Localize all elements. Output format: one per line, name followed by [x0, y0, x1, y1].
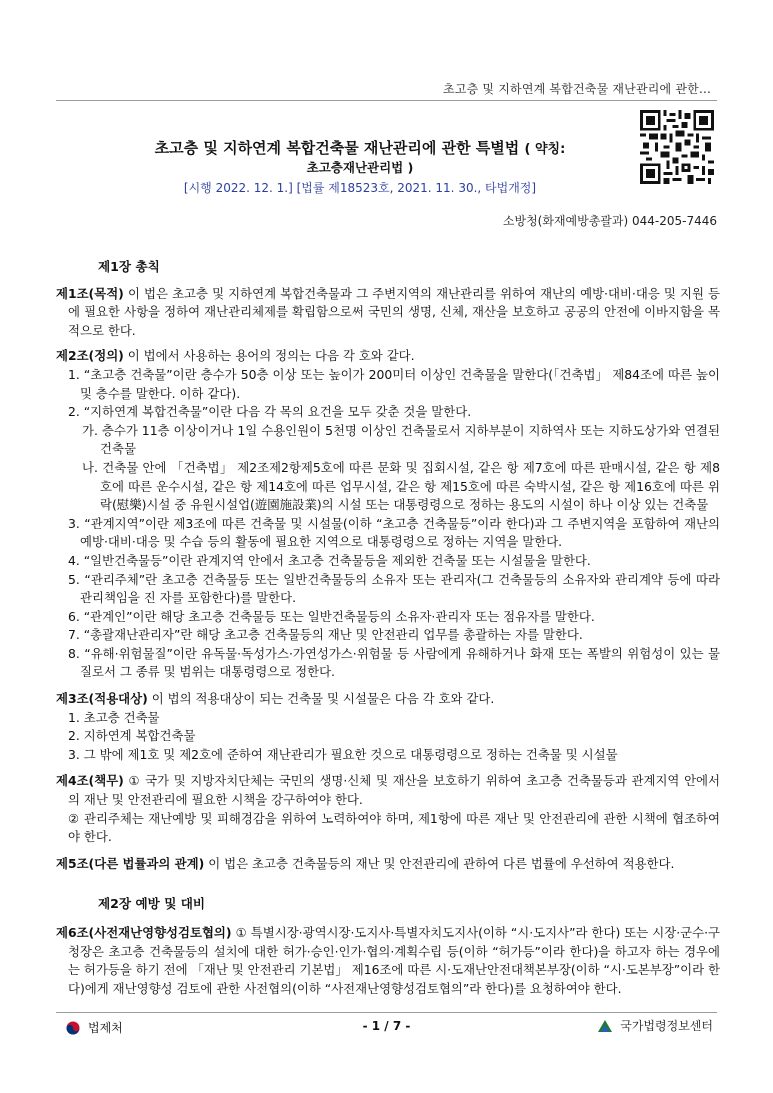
article-4-body: ① 국가 및 지방자치단체는 국민의 생명·신체 및 재산을 보호하기 위하여 초고층 건축물등과 관계지역 안에서의 재난 및 안전관리에 필요한 시책을 강구하여야 한다.: [68, 773, 720, 808]
article-4: [56, 772, 720, 846]
article-6-head: 제6조(사전재난영향성검토협의): [56, 925, 232, 940]
law-center-logo-icon: [596, 1018, 614, 1034]
abbreviation-label: ( 약칭:: [524, 142, 566, 157]
article-1-body: 이 법은 초고층 및 지하연계 복합건축물과 그 주변지역의 재난관리를 위하여 재난의 예방·대비·대응 및 지원 등에 필요한 사항을 정하여 재난관리체제를 확립함으로써 국민의 생명, 신체, 재산을 보호하고 공공의 안전에 이바지함을 목적으로 한다.: [68, 285, 720, 338]
law-title-text: 초고층 및 지하연계 복합건축물 재난관리에 관한 특별법: [154, 139, 520, 157]
article-1: [56, 285, 720, 341]
article-5-head: 제5조(다른 법률과의 관계): [56, 855, 205, 871]
article-1-head: 제1조(목적): [56, 285, 124, 301]
article-6-body: ① 특별시장·광역시장·도지사·특별자치도지사(이하 “시·도지사”라 한다) 또는 시장·군수·구청장은 초고층 건축물등의 설치에 대한 허가·승인·인가·협의·계획수립 등(이하 “허가등”이라 한다)을 하고자 하는 경우에는 허가등을 하기 전에 「재난 및 안전관리 기본법」 제16조에 따른 시·도재난안전대책본부장(이하 “시·도본부장”이라 한다)에게 재난영향성 검토에 관한 사전협의(이하 “사전재난영향성검토협의”라 한다)를 요청하여야 한다.: [68, 925, 720, 996]
article-3: [56, 690, 720, 764]
article-2-item-8: 8. “유해·위험물질”이란 유독물·독성가스·가연성가스·위험물 등 사람에게 유해하거나 화재 또는 폭발의 위험성이 있는 물질로서 그 종류 및 범위는 대통령령으로 정한다.: [68, 645, 720, 680]
article-2-item-2-b: 나. 건축물 안에 「건축법」 제2조제2항제5호에 따른 문화 및 집회시설, 같은 항 제7호에 따른 판매시설, 같은 항 제8호에 따른 운수시설, 같은 항 제14호에 따른 업무시설, 같은 항 제15호에 따른 숙박시설, 같은 항 제16호에 따른 위락(慰樂)시설 중 유원시설업(遊園施設業)의 시설 또는 대통령령으로 정하는 용도의 시설이 하나 이상 있는 건축물: [82, 459, 720, 513]
footer-source: [596, 1017, 713, 1034]
page-number: - 1 / 7 -: [362, 1019, 411, 1033]
article-3-head: 제3조(적용대상): [56, 691, 148, 707]
footer-source-name: 국가법령정보센터: [620, 1019, 713, 1033]
article-3-item-2: 2. 지하연계 복합건축물: [68, 728, 196, 744]
article-2: [56, 347, 720, 682]
abbreviation-name: 초고층재난관리법 ): [306, 160, 414, 175]
chapter-2-title: 제2장 예방 및 대비: [98, 896, 206, 912]
running-header: 초고층 및 지하연계 복합건축물 재난관리에 관한...: [443, 82, 711, 96]
article-2-item-4: 4. “일반건축물등”이란 관계지역 안에서 초고층 건축물등을 제외한 건축물 또는 시설물을 말한다.: [68, 552, 591, 568]
article-2-item-6: 6. “관계인”이란 해당 초고층 건축물등 또는 일반건축물등의 소유자·관리자 또는 점유자를 말한다.: [68, 608, 595, 624]
article-4-head: 제4조(책무): [56, 773, 124, 789]
article-5-body: 이 법은 초고층 건축물등의 재난 및 안전관리에 관하여 다른 법률에 우선하여 적용한다.: [204, 855, 675, 871]
qr-code-icon: [640, 110, 714, 184]
article-2-body: 이 법에서 사용하는 용어의 정의는 다음 각 호와 같다.: [123, 348, 415, 364]
law-title: [60, 138, 660, 160]
footer-publisher-name: 법제처: [88, 1021, 123, 1035]
footer-rule: [56, 1012, 717, 1013]
article-2-item-2: 2. “지하연계 복합건축물”이란 다음 각 목의 요건을 모두 갖춘 것을 말한다.: [68, 404, 472, 420]
chapter-1-title: 제1장 총칙: [98, 259, 160, 274]
article-6: [56, 924, 720, 998]
article-4-paragraph-2: ② 관리주체는 재난예방 및 피해경감을 위하여 노력하여야 하며, 제1항에 따른 재난 및 안전관리에 관한 시책에 협조하여야 한다.: [68, 810, 720, 845]
article-3-item-3: 3. 그 밖에 제1호 및 제2호에 준하여 재난관리가 필요한 것으로 대통령령으로 정하는 건축물 및 시설물: [68, 746, 618, 762]
article-2-item-3: 3. “관계지역”이란 제3조에 따른 건축물 및 시설물(이하 “초고층 건축물등”이라 한다)과 그 주변지역을 포함하여 재난의 예방·대비·대응 및 수습 등의 활동에 필요한 지역으로 대통령령으로 정하는 지역을 말한다.: [68, 515, 720, 550]
ministry-contact: 소방청(화재예방총괄과) 044-205-7446: [502, 214, 717, 228]
article-2-item-1: 1. “초고층 건축물”이란 층수가 50층 이상 또는 높이가 200미터 이상인 건축물을 말한다(「건축법」 제84조에 따른 높이 및 층수를 말한다. 이하 같다).: [68, 366, 720, 401]
article-2-item-7: 7. “총괄재난관리자”란 해당 초고층 건축물등의 재난 및 안전관리 업무를 총괄하는 자를 말한다.: [68, 627, 583, 643]
article-2-item-5: 5. “관리주체”란 초고층 건축물등 또는 일반건축물등의 소유자 또는 관리자(그 건축물등의 소유자와 관리계약 등에 따라 관리책임을 진 자를 포함한다)를 말한다.: [68, 571, 720, 606]
enactment-info: [시행 2022. 12. 1.] [법률 제18523호, 2021. 11. 30., 타법개정]: [183, 181, 537, 195]
header-rule: [56, 100, 717, 101]
article-2-item-2-a: 가. 층수가 11층 이상이거나 1일 수용인원이 5천명 이상인 건축물로서 지하부분이 지하역사 또는 지하도상가와 연결된 건축물: [82, 422, 720, 457]
article-3-item-1: 1. 초고층 건축물: [68, 709, 160, 725]
article-5: [56, 855, 720, 874]
article-3-body: 이 법의 적용대상이 되는 건축물 및 시설물은 다음 각 호와 같다.: [147, 691, 495, 707]
article-2-head: 제2조(정의): [56, 348, 124, 364]
law-body: [56, 258, 720, 1005]
